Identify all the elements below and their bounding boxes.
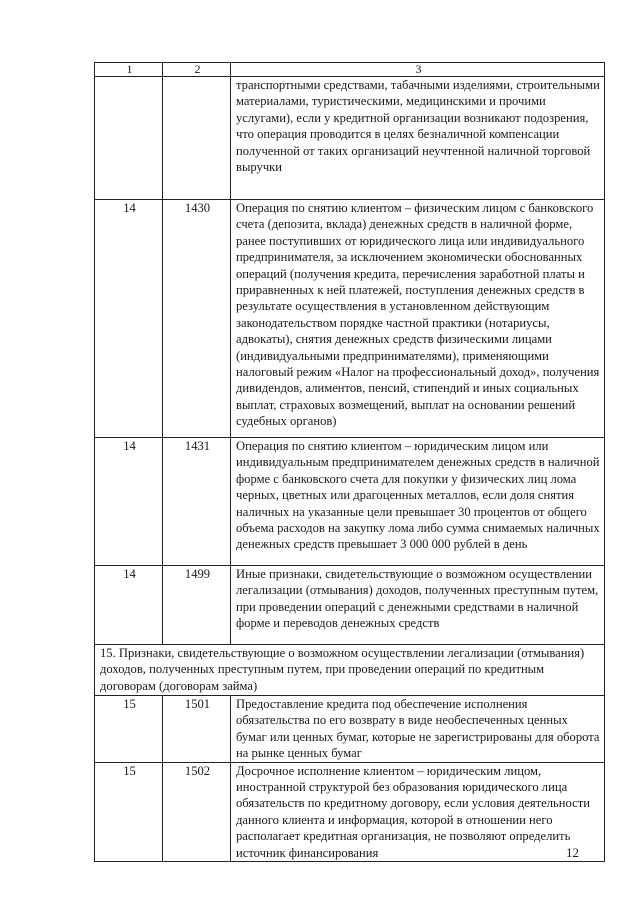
description-cell: Досрочное исполнение клиентом – юридическим лицом, иностранной структурой без образования юридического лица обязательств по кредитному договору, если условия деятельности данного клиента и информация, которой в отношении него располагает кредитная организация, не позволяют определить источник финансирования xyxy=(231,762,605,861)
page-number: 12 xyxy=(566,845,579,860)
code-cell: 1499 xyxy=(163,566,231,645)
group-cell: 15 xyxy=(95,696,163,763)
description-cell: Операция по снятию клиентом – юридическим лицом или индивидуальным предпринимателем денежных средств в наличной форме с банковского счета для покупки у физических лиц лома черных, цветных или драгоценных металлов, если доля снятия наличных на указанные цели превышает 30 процентов от общего объема расходов на закупку лома либо сумма снимаемых наличных денежных средств превышает 3 000 000 рублей в день xyxy=(231,438,605,566)
code-cell: 1502 xyxy=(163,762,231,861)
description-cell: Операция по снятию клиентом – физическим лицом с банковского счета (депозита, вклада) денежных средств в наличной форме, ранее поступивших от юридического лица или индивидуального предпринимателя, за исключением экономически обоснованных операций (получения кредита, перечисления заработной платы и приравненных к ней платежей, поступления денежных средств в результате осуществления в установленном действующим законодательством порядке частной практики (нотариусы, адвокаты), снятия денежных средств физическими лицами (индивидуальными предпринимателями), применяющими налоговый режим «Налог на профессиональный доход», получения дивидендов, алиментов, пенсий, стипендий и иных социальных выплат, страховых возмещений, выплат на основании решений судебных органов) xyxy=(231,200,605,438)
section-heading-row xyxy=(95,645,605,696)
group-cell: 15 xyxy=(95,762,163,861)
description-cell: транспортными средствами, табачными изделиями, строительными материалами, туристическими, медицинскими и прочими услугами), если у кредитной организации возникают подозрения, что операция проводится в целях безналичной компенсации полученной от таких организаций неучтенной наличной торговой выручки xyxy=(231,77,605,200)
column-header-3: 3 xyxy=(231,63,605,77)
code-cell: 1431 xyxy=(163,438,231,566)
table-row xyxy=(95,438,605,566)
table-row xyxy=(95,696,605,763)
group-cell: 14 xyxy=(95,566,163,645)
code-cell: 1501 xyxy=(163,696,231,763)
indicators-table xyxy=(94,62,605,862)
group-cell: 14 xyxy=(95,438,163,566)
table-row-continuation xyxy=(95,77,605,200)
description-cell: Предоставление кредита под обеспечение исполнения обязательства по его возврату в виде необеспеченных ценных бумаг или ценных бумаг, которые не зарегистрированы для оборота на рынке ценных бумаг xyxy=(231,696,605,763)
table-header-row xyxy=(95,63,605,77)
table-row xyxy=(95,762,605,861)
code-cell xyxy=(163,77,231,200)
description-cell: Иные признаки, свидетельствующие о возможном осуществлении легализации (отмывания) доходов, полученных преступным путем, при проведении операций с денежными средствами в наличной форме и переводов денежных средств xyxy=(231,566,605,645)
group-cell xyxy=(95,77,163,200)
column-header-1: 1 xyxy=(95,63,163,77)
section-heading: 15. Признаки, свидетельствующие о возможном осуществлении легализации (отмывания) доходов, полученных преступным путем, при проведении операций по кредитным договорам (договорам займа) xyxy=(95,645,605,696)
code-cell: 1430 xyxy=(163,200,231,438)
table-row xyxy=(95,200,605,438)
column-header-2: 2 xyxy=(163,63,231,77)
group-cell: 14 xyxy=(95,200,163,438)
table-row xyxy=(95,566,605,645)
